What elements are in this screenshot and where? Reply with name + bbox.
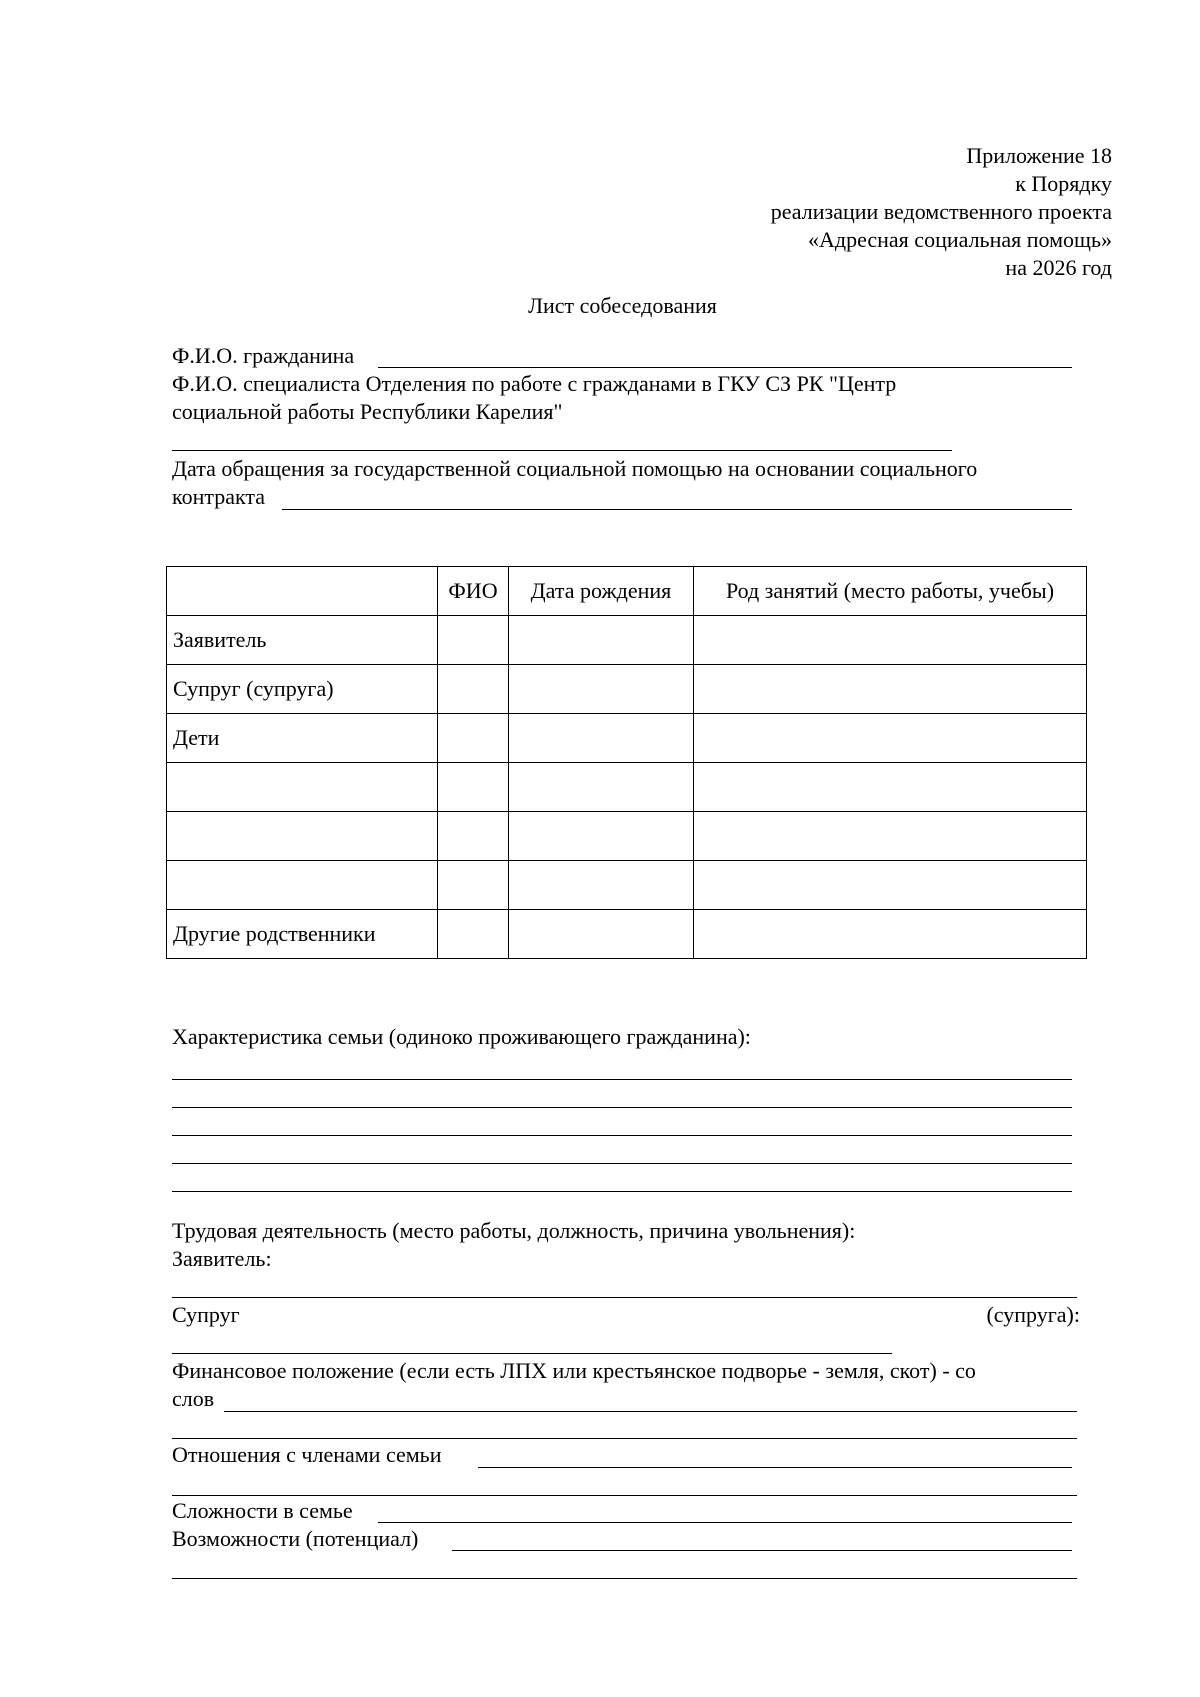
table-cell[interactable]: [509, 616, 694, 665]
date-label-line2: контракта: [172, 484, 266, 509]
table-cell[interactable]: [694, 861, 1087, 910]
financial-field[interactable]: [224, 1389, 1077, 1412]
table-header-cell: Дата рождения: [509, 567, 694, 616]
table-cell[interactable]: [694, 910, 1087, 959]
difficulties-field[interactable]: [378, 1500, 1072, 1523]
financial-label-line2: слов: [172, 1386, 215, 1411]
table-row: [167, 616, 1087, 665]
labor-activity-label: Трудовая деятельность (место работы, должность, причина увольнения):: [172, 1218, 856, 1243]
table-cell[interactable]: [509, 812, 694, 861]
date-label-line1: Дата обращения за государственной социальной помощью на основании социального: [172, 456, 978, 481]
specialist-label-line2: социальной работы Республики Карелия": [172, 399, 563, 424]
row-label: Супруг (супруга): [167, 665, 438, 714]
table-cell[interactable]: [438, 665, 509, 714]
applicant-label: Заявитель:: [172, 1246, 272, 1271]
table-cell[interactable]: [438, 910, 509, 959]
table-cell[interactable]: [509, 861, 694, 910]
table-cell[interactable]: [438, 812, 509, 861]
financial-label-line1: Финансовое положение (если есть ЛПХ или крестьянское подворье - земля, скот) - со: [172, 1358, 976, 1383]
table-cell[interactable]: [509, 910, 694, 959]
date-field[interactable]: [282, 487, 1072, 510]
table-cell[interactable]: [509, 763, 694, 812]
table-cell[interactable]: [509, 714, 694, 763]
potential-field[interactable]: [452, 1528, 1072, 1551]
row-label[interactable]: [167, 763, 438, 812]
family-characteristics-line[interactable]: [172, 1079, 1072, 1080]
family-characteristics-line[interactable]: [172, 1191, 1072, 1192]
table-row: [167, 812, 1087, 861]
table-cell[interactable]: [509, 665, 694, 714]
family-characteristics-line[interactable]: [172, 1107, 1072, 1108]
table-header-cell: [167, 567, 438, 616]
table-cell[interactable]: [694, 763, 1087, 812]
table-cell[interactable]: [438, 616, 509, 665]
table-row: [167, 910, 1087, 959]
spouse-label: Супруг: [172, 1302, 240, 1327]
appendix-project-name: «Адресная социальная помощь»: [807, 227, 1112, 252]
family-characteristics-label: Характеристика семьи (одиноко проживающего гражданина):: [172, 1024, 751, 1049]
table-header-cell: Род занятий (место работы, учебы): [694, 567, 1087, 616]
family-characteristics-line[interactable]: [172, 1163, 1072, 1164]
relations-field[interactable]: [478, 1445, 1072, 1468]
row-label[interactable]: [167, 861, 438, 910]
row-label: Заявитель: [167, 616, 438, 665]
spouse-line[interactable]: [172, 1353, 892, 1354]
page-title: Лист собеседования: [528, 293, 717, 318]
table-header-row: [167, 567, 1087, 616]
appendix-order: к Порядку: [1015, 171, 1112, 196]
appendix-project: реализации ведомственного проекта: [770, 199, 1112, 224]
table-cell[interactable]: [694, 812, 1087, 861]
relations-label: Отношения с членами семьи: [172, 1442, 442, 1467]
appendix-number: Приложение 18: [966, 143, 1112, 168]
citizen-name-label: Ф.И.О. гражданина: [172, 343, 355, 368]
spouse-label-suffix: (супруга):: [986, 1302, 1080, 1327]
row-label: Другие родственники: [167, 910, 438, 959]
potential-label: Возможности (потенциал): [172, 1526, 419, 1551]
table-row: [167, 763, 1087, 812]
row-label[interactable]: [167, 812, 438, 861]
family-table: [166, 566, 1087, 959]
specialist-name-field[interactable]: [172, 450, 952, 451]
financial-line[interactable]: [172, 1438, 1077, 1439]
applicant-line[interactable]: [172, 1297, 1077, 1298]
table-header-cell: ФИО: [438, 567, 509, 616]
table-cell[interactable]: [438, 763, 509, 812]
table-cell[interactable]: [438, 861, 509, 910]
citizen-name-field[interactable]: [378, 345, 1072, 368]
relations-line[interactable]: [172, 1495, 1077, 1496]
potential-line[interactable]: [172, 1578, 1077, 1579]
specialist-label-line1: Ф.И.О. специалиста Отделения по работе с гражданами в ГКУ СЗ РК "Центр: [172, 371, 897, 396]
table-row: [167, 714, 1087, 763]
table-cell[interactable]: [438, 714, 509, 763]
table-cell[interactable]: [694, 665, 1087, 714]
difficulties-label: Сложности в семье: [172, 1498, 353, 1523]
table-cell[interactable]: [694, 714, 1087, 763]
table-row: [167, 861, 1087, 910]
table-cell[interactable]: [694, 616, 1087, 665]
table-row: [167, 665, 1087, 714]
row-label: Дети: [167, 714, 438, 763]
appendix-year: на 2026 год: [1005, 255, 1112, 280]
family-characteristics-line[interactable]: [172, 1135, 1072, 1136]
